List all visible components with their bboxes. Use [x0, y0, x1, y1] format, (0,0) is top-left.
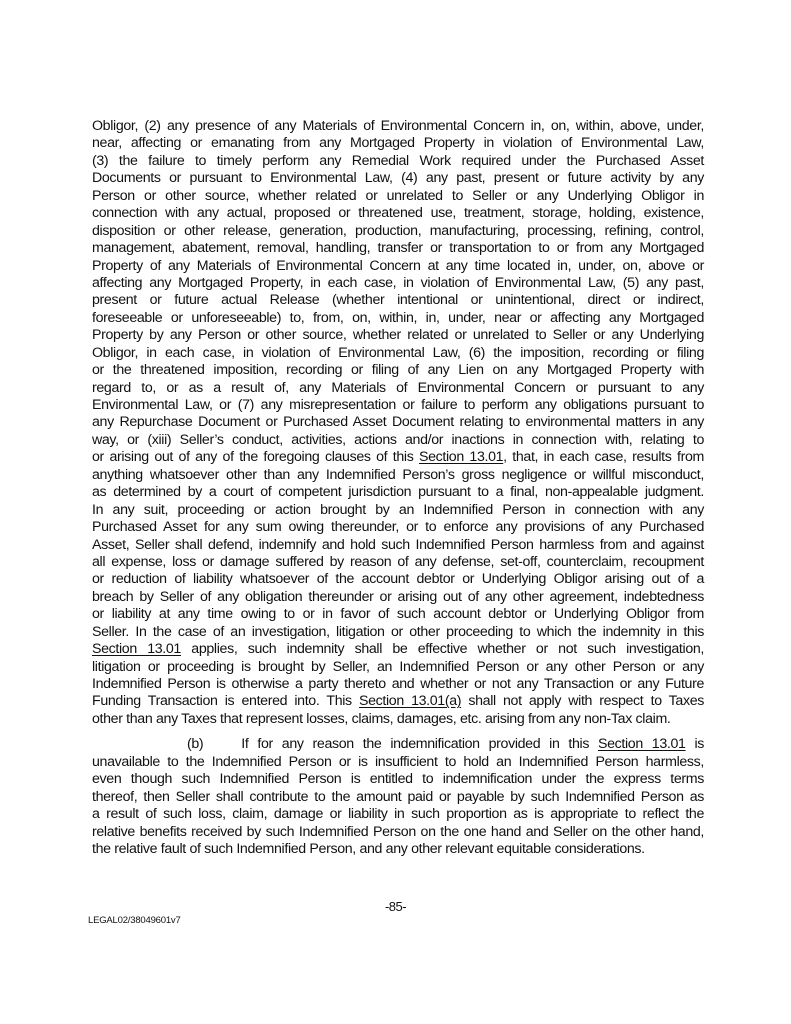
text-line: Seller. In the case of an investigation, litigation or other proceeding to which the indemnity in this	[92, 623, 704, 640]
text-line	[92, 693, 704, 710]
text-line: any Repurchase Document or Purchased Asset Document relating to environmental matters in any	[92, 414, 704, 431]
text-line: breach by Seller of any obligation thereunder or arising out of any other agreement, indebtedness	[92, 588, 704, 605]
text-line: near, affecting or emanating from any Mortgaged Property in violation of Environmental Law,	[92, 135, 704, 152]
section-reference-link[interactable]: Section 13.01	[598, 736, 686, 753]
text-line: Obligor, in each case, in violation of Environmental Law, (6) the imposition, recording or filing	[92, 344, 704, 361]
text-fragment: or arising out of any of the foregoing clauses of this	[92, 449, 420, 466]
text-line: present or future actual Release (whether intentional or unintentional, direct or indirect,	[92, 292, 704, 309]
text-line: as determined by a court of competent jurisdiction pursuant to a final, non-appealable judgment.	[92, 484, 704, 501]
text-line: foreseeable or unforeseeable) to, from, on, within, in, under, near or affecting any Mortgaged	[92, 309, 704, 326]
section-reference-link[interactable]: Section 13.01	[92, 641, 181, 658]
text-line: anything whatsoever other than any Indemnified Person’s gross negligence or willful misconduct,	[92, 466, 704, 483]
text-line: Documents or pursuant to Environmental Law, (4) any past, present or future activity by any	[92, 170, 704, 187]
text-line: management, abatement, removal, handling, transfer or transportation to or from any Mortgaged	[92, 240, 704, 257]
text-line: all expense, loss or damage suffered by reason of any defense, set-off, counterclaim, recoupment	[92, 553, 704, 570]
document-body	[92, 118, 704, 858]
text-fragment: If for any reason the indemnification provided in this	[241, 736, 598, 753]
text-line: affecting any Mortgaged Property, in each case, in violation of Environmental Law, (5) any past,	[92, 274, 704, 291]
document-id: LEGAL02/38049601v7	[88, 915, 181, 926]
section-reference-link[interactable]: Section 13.01	[419, 449, 504, 466]
text-fragment: is	[685, 736, 705, 753]
text-line: thereof, then Seller shall contribute to the amount paid or payable by such Indemnified Person as	[92, 788, 704, 805]
text-line	[92, 641, 704, 658]
text-line: Obligor, (2) any presence of any Materials of Environmental Concern in, on, within, above, under,	[92, 118, 704, 134]
section-reference-link[interactable]: Section 13.01(a)	[359, 693, 462, 710]
text-line: or liability at any time owing to or in favor of such account debtor or Underlying Obligor from	[92, 606, 704, 623]
text-fragment: applies, such indemnity shall be effective whether or not such investigation,	[180, 641, 704, 658]
paragraph-b-first-line	[92, 736, 704, 753]
text-line: Purchased Asset for any sum owing thereunder, or to enforce any provisions of any Purchased	[92, 519, 704, 536]
text-line: unavailable to the Indemnified Person or is insufficient to hold an Indemnified Person harmless,	[92, 753, 704, 770]
text-fragment: Funding Transaction is entered into. This	[92, 693, 360, 710]
text-fragment: , that, in each case, results from	[503, 449, 704, 466]
paragraph-label: (b)	[187, 736, 204, 753]
text-line: Asset, Seller shall defend, indemnify and hold such Indemnified Person harmless from and against	[92, 536, 704, 553]
text-line: the relative fault of such Indemnified Person, and any other relevant equitable considerations.	[92, 840, 645, 857]
paragraph-a-continued-3	[92, 659, 704, 694]
text-line: Indemnified Person is otherwise a party thereto and whether or not any Transaction or any Future	[92, 676, 704, 692]
text-line: way, or (xiii) Seller’s conduct, activities, actions and/or inactions in connection with, relating to	[92, 431, 704, 448]
text-line: In any suit, proceeding or action brought by an Indemnified Person in connection with any	[92, 501, 704, 518]
text-fragment: shall not apply with respect to Taxes	[461, 693, 704, 710]
page-number: -85-	[384, 899, 407, 914]
paragraph-a-continued	[92, 118, 704, 449]
text-line: or reduction of liability whatsoever of the account debtor or Underlying Obligor arising out of a	[92, 571, 704, 588]
text-line: other than any Taxes that represent losses, claims, damages, etc. arising from any non-Tax claim.	[92, 710, 671, 727]
paragraph-b	[92, 736, 704, 858]
text-line	[92, 449, 704, 466]
text-line: Property by any Person or other source, whether related or unrelated to Seller or any Underlying	[92, 327, 704, 344]
text-line: (3) the failure to timely perform any Remedial Work required under the Purchased Asset	[92, 152, 704, 169]
text-line: Environmental Law, or (7) any misrepresentation or failure to perform any obligations pursuant to	[92, 397, 704, 413]
text-line: even though such Indemnified Person is entitled to indemnification under the express terms	[92, 771, 704, 788]
text-line: litigation or proceeding is brought by Seller, an Indemnified Person or any other Person or any	[92, 658, 704, 675]
text-line: or the threatened imposition, recording or filing of any Lien on any Mortgaged Property with	[92, 362, 704, 379]
text-line: Person or other source, whether related or unrelated to Seller or any Underlying Obligor in	[92, 187, 704, 204]
paragraph-a-continued-2	[92, 467, 704, 641]
text-line: disposition or other release, generation, production, manufacturing, processing, refining, control,	[92, 222, 704, 239]
paragraph-b-lines	[92, 754, 704, 859]
text-line: connection with any actual, proposed or threatened use, treatment, storage, holding, existence,	[92, 205, 704, 222]
text-line: Property of any Materials of Environmental Concern at any time located in, under, on, above or	[92, 257, 704, 274]
text-line: regard to, or as a result of, any Materials of Environmental Concern or pursuant to any	[92, 379, 704, 396]
text-line: relative benefits received by such Indemnified Person on the one hand and Seller on the other hand,	[92, 823, 704, 840]
text-line: a result of such loss, claim, damage or liability in such proportion as is appropriate to reflect the	[92, 806, 704, 823]
